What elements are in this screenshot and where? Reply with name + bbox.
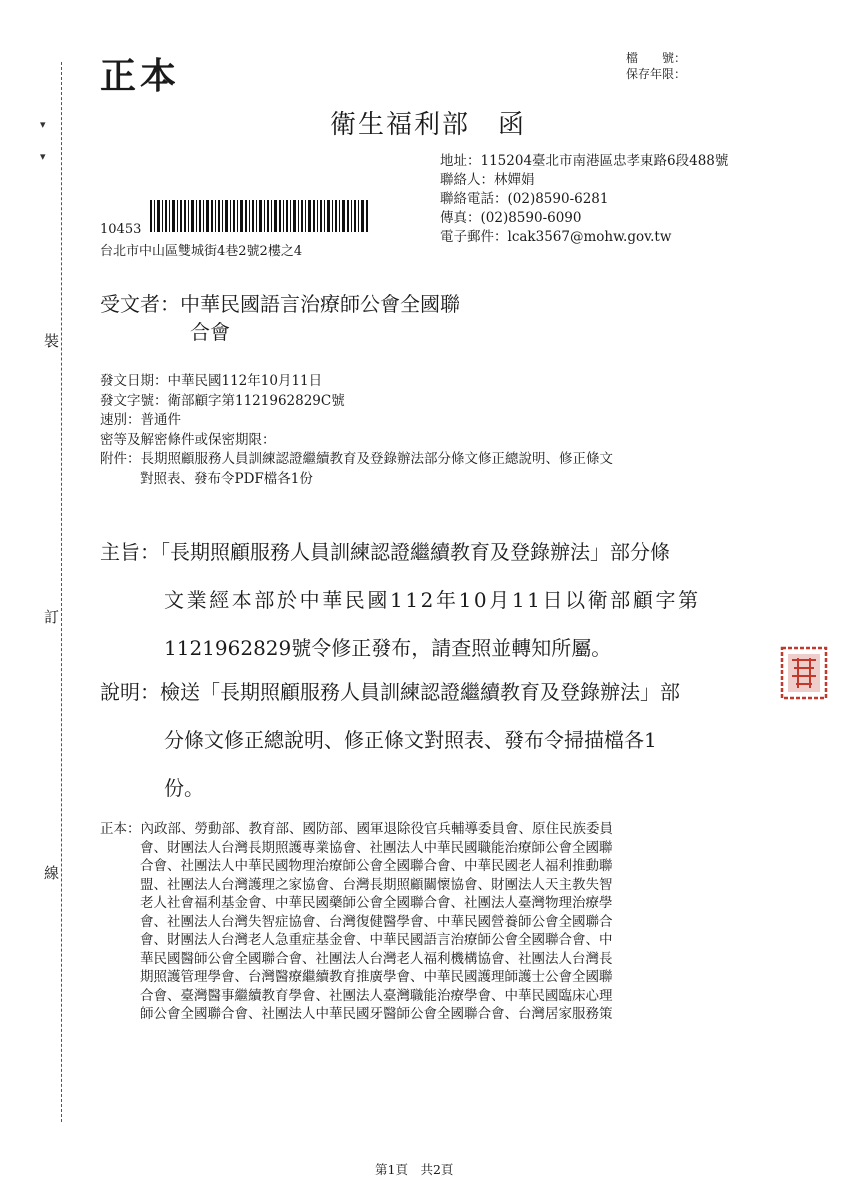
postal-code: 10453 <box>100 222 142 237</box>
retention-label: 保存年限： <box>626 67 687 81</box>
attachment-line: 附件：長期照顧服務人員訓練認證繼續教育及登錄辦法部分條文修正總說明、修正條文 <box>100 451 613 467</box>
page-number: 第1頁 共2頁 <box>375 1162 454 1177</box>
distribution-line: 老人社會福利基金會、中華民國藥師公會全國聯合會、社團法人臺灣物理治療學 <box>140 895 613 911</box>
contact-person: 聯絡人：林嬋娟 <box>440 172 535 188</box>
explanation-paragraph <box>100 668 680 812</box>
subject-line: 主旨：「長期照顧服務人員訓練認證繼續教育及登錄辦法」部分條 <box>100 540 670 564</box>
subject-line: 1121962829號令修正發布，請查照並轉知所屬。 <box>164 636 612 660</box>
distribution-line: 期照護管理學會、台灣醫療繼續教育推廣學會、中華民國護理師護士公會全國聯 <box>140 969 613 985</box>
margin-mark: ▾ <box>40 118 46 131</box>
contact-block <box>440 152 728 247</box>
contact-email: 電子郵件：lcak3567@mohw.gov.tw <box>440 229 672 245</box>
contact-phone: 聯絡電話：(02)8590-6281 <box>440 191 609 207</box>
attachment-line: 對照表、發布令PDF檔各1份 <box>140 470 313 487</box>
binding-char-zhuang: 裝 <box>44 332 60 350</box>
explanation-line: 說明：檢送「長期照顧服務人員訓練認證繼續教育及登錄辦法」部 <box>100 680 680 704</box>
distribution-line: 會、財團法人台灣老人急重症基金會、中華民國語言治療師公會全國聯合會、中 <box>140 932 613 948</box>
distribution-line: 華民國醫師公會全國聯合會、社團法人台灣老人福利機構協會、社團法人台灣長 <box>140 950 613 967</box>
binding-char-ding: 訂 <box>44 608 60 626</box>
distribution-line: 合會、臺灣醫事繼續教育學會、社團法人臺灣職能治療學會、中華民國臨床心理 <box>140 987 613 1004</box>
secrecy-level: 密等及解密條件或保密期限： <box>100 431 276 448</box>
binding-char-xian: 線 <box>44 864 60 882</box>
explanation-line: 份。 <box>164 776 204 800</box>
document-meta <box>100 372 613 489</box>
seal-stamp <box>780 646 828 700</box>
delivery-speed: 速別：普通件 <box>100 412 181 428</box>
copy-mark: 正本 <box>100 55 181 97</box>
contact-fax: 傳真：(02)8590-6090 <box>440 210 582 226</box>
distribution-line: 會、財團法人台灣長期照護專業協會、社團法人中華民國職能治療師公會全國聯 <box>140 839 613 856</box>
recipient-line: 合會 <box>190 320 230 344</box>
contact-address: 地址：115204臺北市南港區忠孝東路6段488號 <box>440 153 729 169</box>
recipient-line: 受文者：中華民國語言治療師公會全國聯 <box>100 292 460 316</box>
distribution-line: 師公會全國聯合會、社團法人中華民國牙醫師公會全國聯合會、台灣居家服務策 <box>140 1006 613 1022</box>
barcode <box>150 200 370 232</box>
subject-paragraph <box>100 528 701 672</box>
distribution-line: 盟、社團法人台灣護理之家協會、台灣長期照顧關懷協會、財團法人天主教失智 <box>140 876 613 893</box>
distribution-line: 會、社團法人台灣失智症協會、台灣復健醫學會、中華民國營養師公會全國聯合 <box>140 913 613 930</box>
distribution-line: 合會、社團法人中華民國物理治療師公會全國聯合會、中華民國老人福利推動聯 <box>140 858 613 874</box>
margin-mark: ▾ <box>40 150 46 163</box>
document-title: 衛生福利部 函 <box>330 110 527 140</box>
reference-number: 發文字號：衛部顧字第1121962829C號 <box>100 392 345 409</box>
binding-line <box>61 62 62 1122</box>
archive-info <box>626 50 686 82</box>
mailing-address: 台北市中山區雙城街4巷2號2樓之4 <box>100 244 303 259</box>
distribution-line: 正本：內政部、勞動部、教育部、國防部、國軍退除役官兵輔導委員會、原住民族委員 <box>100 821 613 837</box>
issue-date: 發文日期：中華民國112年10月11日 <box>100 373 323 389</box>
file-number-label: 檔 號： <box>626 51 687 65</box>
recipient <box>100 290 460 346</box>
explanation-line: 分條文修正總說明、修正條文對照表、發布令掃描檔各1 <box>164 728 657 752</box>
distribution-list <box>100 820 613 1024</box>
subject-line: 文業經本部於中華民國112年10月11日以衛部顧字第 <box>164 588 701 612</box>
